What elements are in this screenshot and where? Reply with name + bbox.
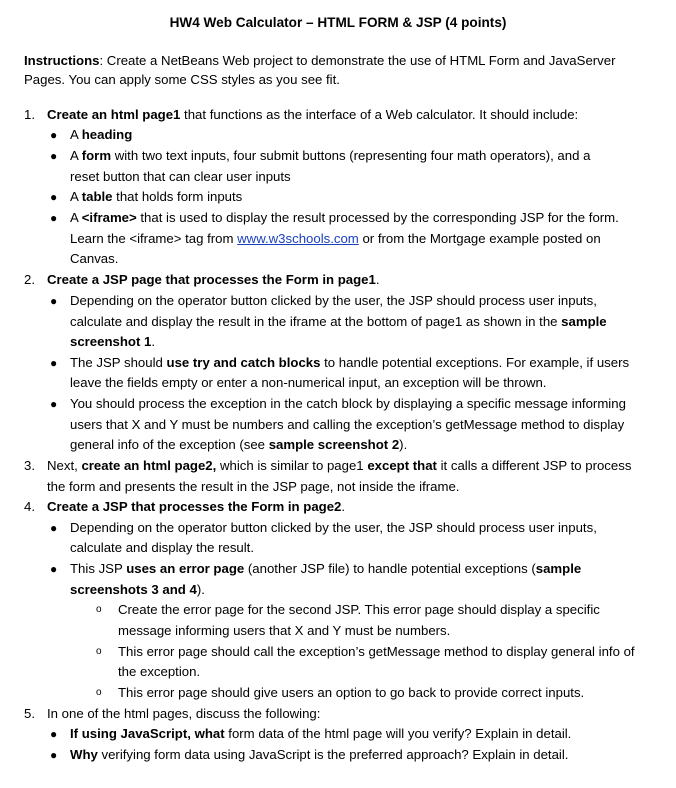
bullet-icon: ● [50,211,58,225]
bullet-icon: ● [50,748,58,762]
bullet-icon: ● [50,356,58,370]
w3schools-link[interactable]: www.w3schools.com [237,231,359,246]
list-item-continuation: Learn the <iframe> tag from www.w3schools.com or from the Mortgage example posted on [70,231,601,246]
sub-list-item: This error page should call the exception’s getMessage method to display general info of [118,644,635,659]
list-item: You should process the exception in the catch block by displaying a specific message informing [70,396,626,411]
list-item-continuation: users that X and Y must be numbers and calling the exception’s getMessage method to display [70,417,625,432]
item-5-heading: In one of the html pages, discuss the following: [47,706,321,721]
item-number: 5. [24,706,35,721]
list-item-continuation: calculate and display the result. [70,540,255,555]
item-number: 2. [24,272,35,287]
list-item-continuation: Canvas. [70,251,119,266]
list-item: Why verifying form data using JavaScript is the preferred approach? Explain in detail. [70,747,569,762]
list-item: Depending on the operator button clicked by the user, the JSP should process user inputs, [70,293,597,308]
list-item: This JSP uses an error page (another JSP file) to handle potential exceptions (sample [70,561,582,576]
bullet-icon: ● [50,727,58,741]
list-item: A <iframe> that is used to display the result processed by the corresponding JSP for the form. [70,210,619,225]
bullet-icon: ● [50,190,58,204]
item-3-text: Next, create an html page2, which is similar to page1 except that it calls a different JSP to process [47,458,632,473]
sub-list-item-continuation: the exception. [118,664,201,679]
item-number: 1. [24,107,35,122]
bullet-icon: ● [50,149,58,163]
page-title: HW4 Web Calculator – HTML FORM & JSP (4 points) [169,15,507,30]
item-4-heading: Create a JSP that processes the Form in page2. [47,499,346,514]
instructions-paragraph [24,51,664,89]
bullet-icon: ● [50,128,58,142]
list-item-continuation: reset button that can clear user inputs [70,169,291,184]
bullet-icon: ● [50,521,58,535]
circle-bullet-icon: o [96,646,102,657]
circle-bullet-icon: o [96,687,102,698]
item-1-heading: Create an html page1 that functions as the interface of a Web calculator. It should include: [47,107,579,122]
item-3-continuation: the form and presents the result in the JSP page, not inside the iframe. [47,479,460,494]
item-number: 4. [24,499,35,514]
bullet-icon: ● [50,562,58,576]
instructions-label: Instructions [24,53,100,68]
list-item: If using JavaScript, what form data of the html page will you verify? Explain in detail. [70,726,572,741]
list-item: Depending on the operator button clicked by the user, the JSP should process user inputs, [70,520,597,535]
list-item: The JSP should use try and catch blocks to handle potential exceptions. For example, if users [70,355,630,370]
item-number: 3. [24,458,35,473]
list-item-continuation: screenshots 3 and 4). [70,582,205,597]
list-item-continuation: calculate and display the result in the iframe at the bottom of page1 as shown in the sample [70,314,607,329]
sub-list-item: Create the error page for the second JSP. This error page should display a specific [118,602,600,617]
list-item-continuation: general info of the exception (see sample screenshot 2). [70,437,408,452]
sub-list-item-continuation: message informing users that X and Y must be numbers. [118,623,451,638]
circle-bullet-icon: o [96,604,102,615]
list-item: A table that holds form inputs [70,189,243,204]
bullet-icon: ● [50,294,58,308]
sub-list-item: This error page should give users an option to go back to provide correct inputs. [118,685,585,700]
item-2-heading: Create a JSP page that processes the Form in page1. [47,272,380,287]
instructions-text-2: Pages. You can apply some CSS styles as you see fit. [24,72,340,87]
list-item: A form with two text inputs, four submit buttons (representing four math operators), and a [70,148,591,163]
list-item-continuation: leave the fields empty or enter a non-numerical input, an exception will be thrown. [70,375,547,390]
bullet-icon: ● [50,397,58,411]
list-item-continuation: screenshot 1. [70,334,156,349]
list-item: A heading [70,127,133,142]
instructions-text-1: : Create a NetBeans Web project to demonstrate the use of HTML Form and JavaServer [99,53,616,68]
